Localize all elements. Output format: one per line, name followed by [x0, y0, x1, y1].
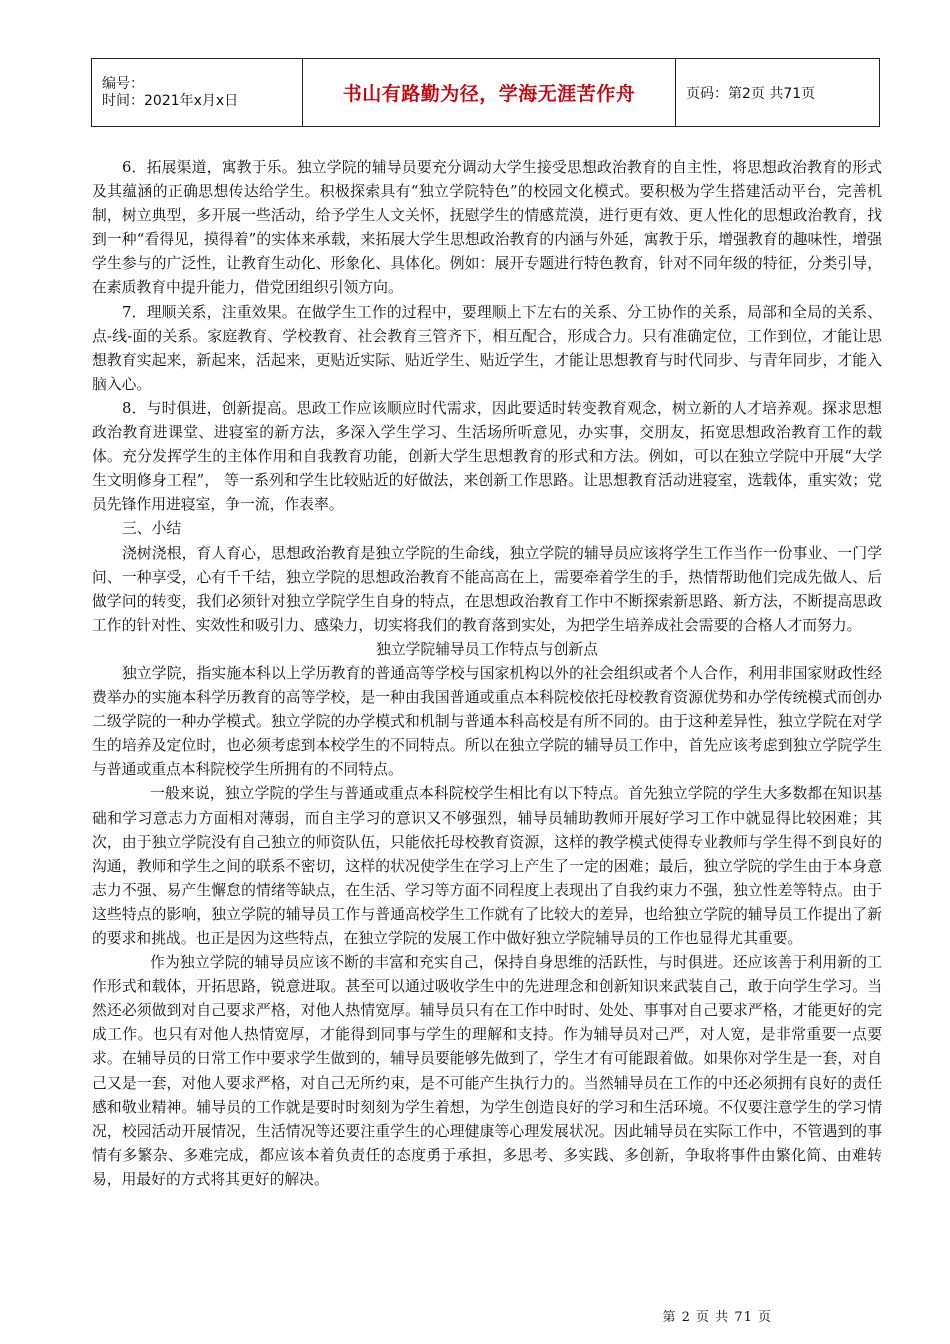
paragraph-characteristics: 一般来说，独立学院的学生与普通或重点本科院校学生相比有以下特点。首先独立学院的学生大多数都在知识基础和学习意志力方面相对薄弱，而自主学习的意识又不够强烈，辅导员辅助教师开展好学习工作中就显得比较困难；其次，由于独立学院没有自己独立的师资队伍，只能依托母校教育资源，这样的教学模式使得专业教师与学生得不到良好的沟通，教师和学生之间的联系不密切，这样的状况使学生在学习上产生了一定的困难；最后，独立学院的学生由于本身意志力不强、易产生懈怠的情绪等缺点，在生活、学习等方面不同程度上表现出了自我约束力不强，独立性差等特点。由于这些特点的影响，独立学院的辅导员工作与普通高校学生工作就有了比较大的差异，也给独立学院的辅导员工作提出了新的要求和挑战。也正是因为这些特点，在独立学院的发展工作中做好独立学院辅导员的工作也显得尤其重要。 [92, 785, 882, 947]
paragraph-item-6: 6．拓展渠道，寓教于乐。独立学院的辅导员要充分调动大学生接受思想政治教育的自主性，将思想政治教育的形式及其蕴涵的正确思想传达给学生。积极探索具有“独立学院特色”的校园文化模式。要积极为学生搭建活动平台，完善机制，树立典型，多开展一些活动，给予学生人文关怀，抚慰学生的情感荒漠，进行更有效、更人性化的思想政治教育，找到一种“看得见，摸得着”的实体来承载，来拓展大学生思想政治教育的内涵与外延，寓教于乐，增强教育的趣味性，增强学生参与的广泛性，让教育生动化、形象化、具体化。例如：展开专题进行特色教育，针对不同年级的特征，分类引导，在素质教育中提升能力，借党团组织引领方向。 [92, 159, 882, 297]
paragraph-summary: 浇树浇根，育人育心，思想政治教育是独立学院的生命线，独立学院的辅导员应该将学生工作当作一份事业、一门学问、一种享受，心有千千结，独立学院的思想政治教育不能高高在上，需要牵着学生的手，热情帮助他们完成先做人、后做学问的转变，我们必须针对独立学院学生自身的特点，在思想政治教育工作中不断探索新思路、新方法，不断提高思政工作的针对性、实效性和吸引力、感染力，切实将我们的教育落到实处，为把学生培养成社会需要的合格人才而努力。 [92, 544, 882, 634]
paragraph-definition: 独立学院，指实施本科以上学历教育的普通高等学校与国家机构以外的社会组织或者个人合作，利用非国家财政性经费举办的实施本科学历教育的高等学校，是一种由我国普通或重点本科院校依托母校教育资源优势和办学传统模式而创办二级学院的一种办学模式。独立学院的办学模式和机制与普通本科高校是有所不同的。由于这种差异性，独立学院在对学生的培养及定位时，也必须考虑到本校学生的不同特点。所以在独立学院的辅导员工作中，首先应该考虑到独立学院学生与普通或重点本科院校学生所拥有的不同特点。 [92, 664, 882, 779]
section-heading-summary: 三、小结 [122, 520, 182, 538]
document-number-label: 编号： [102, 75, 144, 92]
header-motto: 书山有路勤为径，学海无涯苦作舟 [303, 59, 676, 127]
paragraph-item-7: 7．理顺关系，注重效果。在做学生工作的过程中，要理顺上下左右的关系、分工协作的关系，局部和全局的关系、点-线-面的关系。家庭教育、学校教育、社会教育三管齐下，相互配合，形成合力。只有准确定位，工作到位，才能让思想教育实起来，新起来，活起来，更贴近实际、贴近学生、贴近学生，才能让思想教育与时代同步、与青年同步，才能入脑入心。 [92, 303, 882, 393]
page-header [91, 58, 880, 127]
header-meta [92, 59, 303, 127]
paragraph-item-8: 8．与时俱进，创新提高。思政工作应该顺应时代需求，因此要适时转变教育观念，树立新的人才培养观。探求思想政治教育进课堂、进寝室的新方法，多深入学生学习、生活场所听意见，办实事，交朋友，拓宽思想政治教育工作的载体。充分发挥学生的主体作用和自我教育功能，创新大学生思想教育的形式和方法。例如，可以在独立学院中开展“大学生文明修身工程”， 等一系列和学生比较贴近的好做法，来创新工作思路。让思想教育活动进寝室，选载体，重实效；党员先锋作用进寝室，争一流，作表率。 [92, 399, 882, 514]
document-body [92, 156, 882, 1192]
page-footer: 第 2 页 共 71 页 [662, 1310, 772, 1325]
document-time-label: 时间：2021年x月x日 [102, 92, 239, 109]
header-page-label: 页码：第2页 共71页 [676, 59, 880, 127]
article-title: 独立学院辅导员工作特点与创新点 [376, 640, 598, 658]
paragraph-requirements: 作为独立学院的辅导员应该不断的丰富和充实自己，保持自身思维的活跃性，与时俱进。还应该善于利用新的工作形式和载体，开拓思路，锐意进取。甚至可以通过吸收学生中的先进理念和创新知识来武装自己，敢于向学生学习。当然还必须做到对自己要求严格，对他人热情宽厚。辅导员只有在工作中时时、处处、事事对自己要求严格，才能更好的完成工作。也只有对他人热情宽厚，才能得到同事与学生的理解和支持。作为辅导员对己严，对人宽，是非常重要一点要求。在辅导员的日常工作中要求学生做到的，辅导员要能够先做到了，学生才有可能跟着做。如果你对学生是一套，对自己又是一套，对他人要求严格，对自己无所约束，是不可能产生执行力的。当然辅导员在工作的中还必须拥有良好的责任感和敬业精神。辅导员的工作就是要时时刻刻为学生着想，为学生创造良好的学习和生活环境。不仅要注意学生的学习情况，校园活动开展情况，生活情况等还要注重学生的心理健康等心理发展状况。因此辅导员在实际工作中，不管遇到的事情有多繁杂、多难完成，都应该本着负责任的态度勇于承担，多思考、多实践、多创新，争取将事件由繁化简、由难转易，用最好的方式将其更好的解决。 [92, 954, 882, 1188]
